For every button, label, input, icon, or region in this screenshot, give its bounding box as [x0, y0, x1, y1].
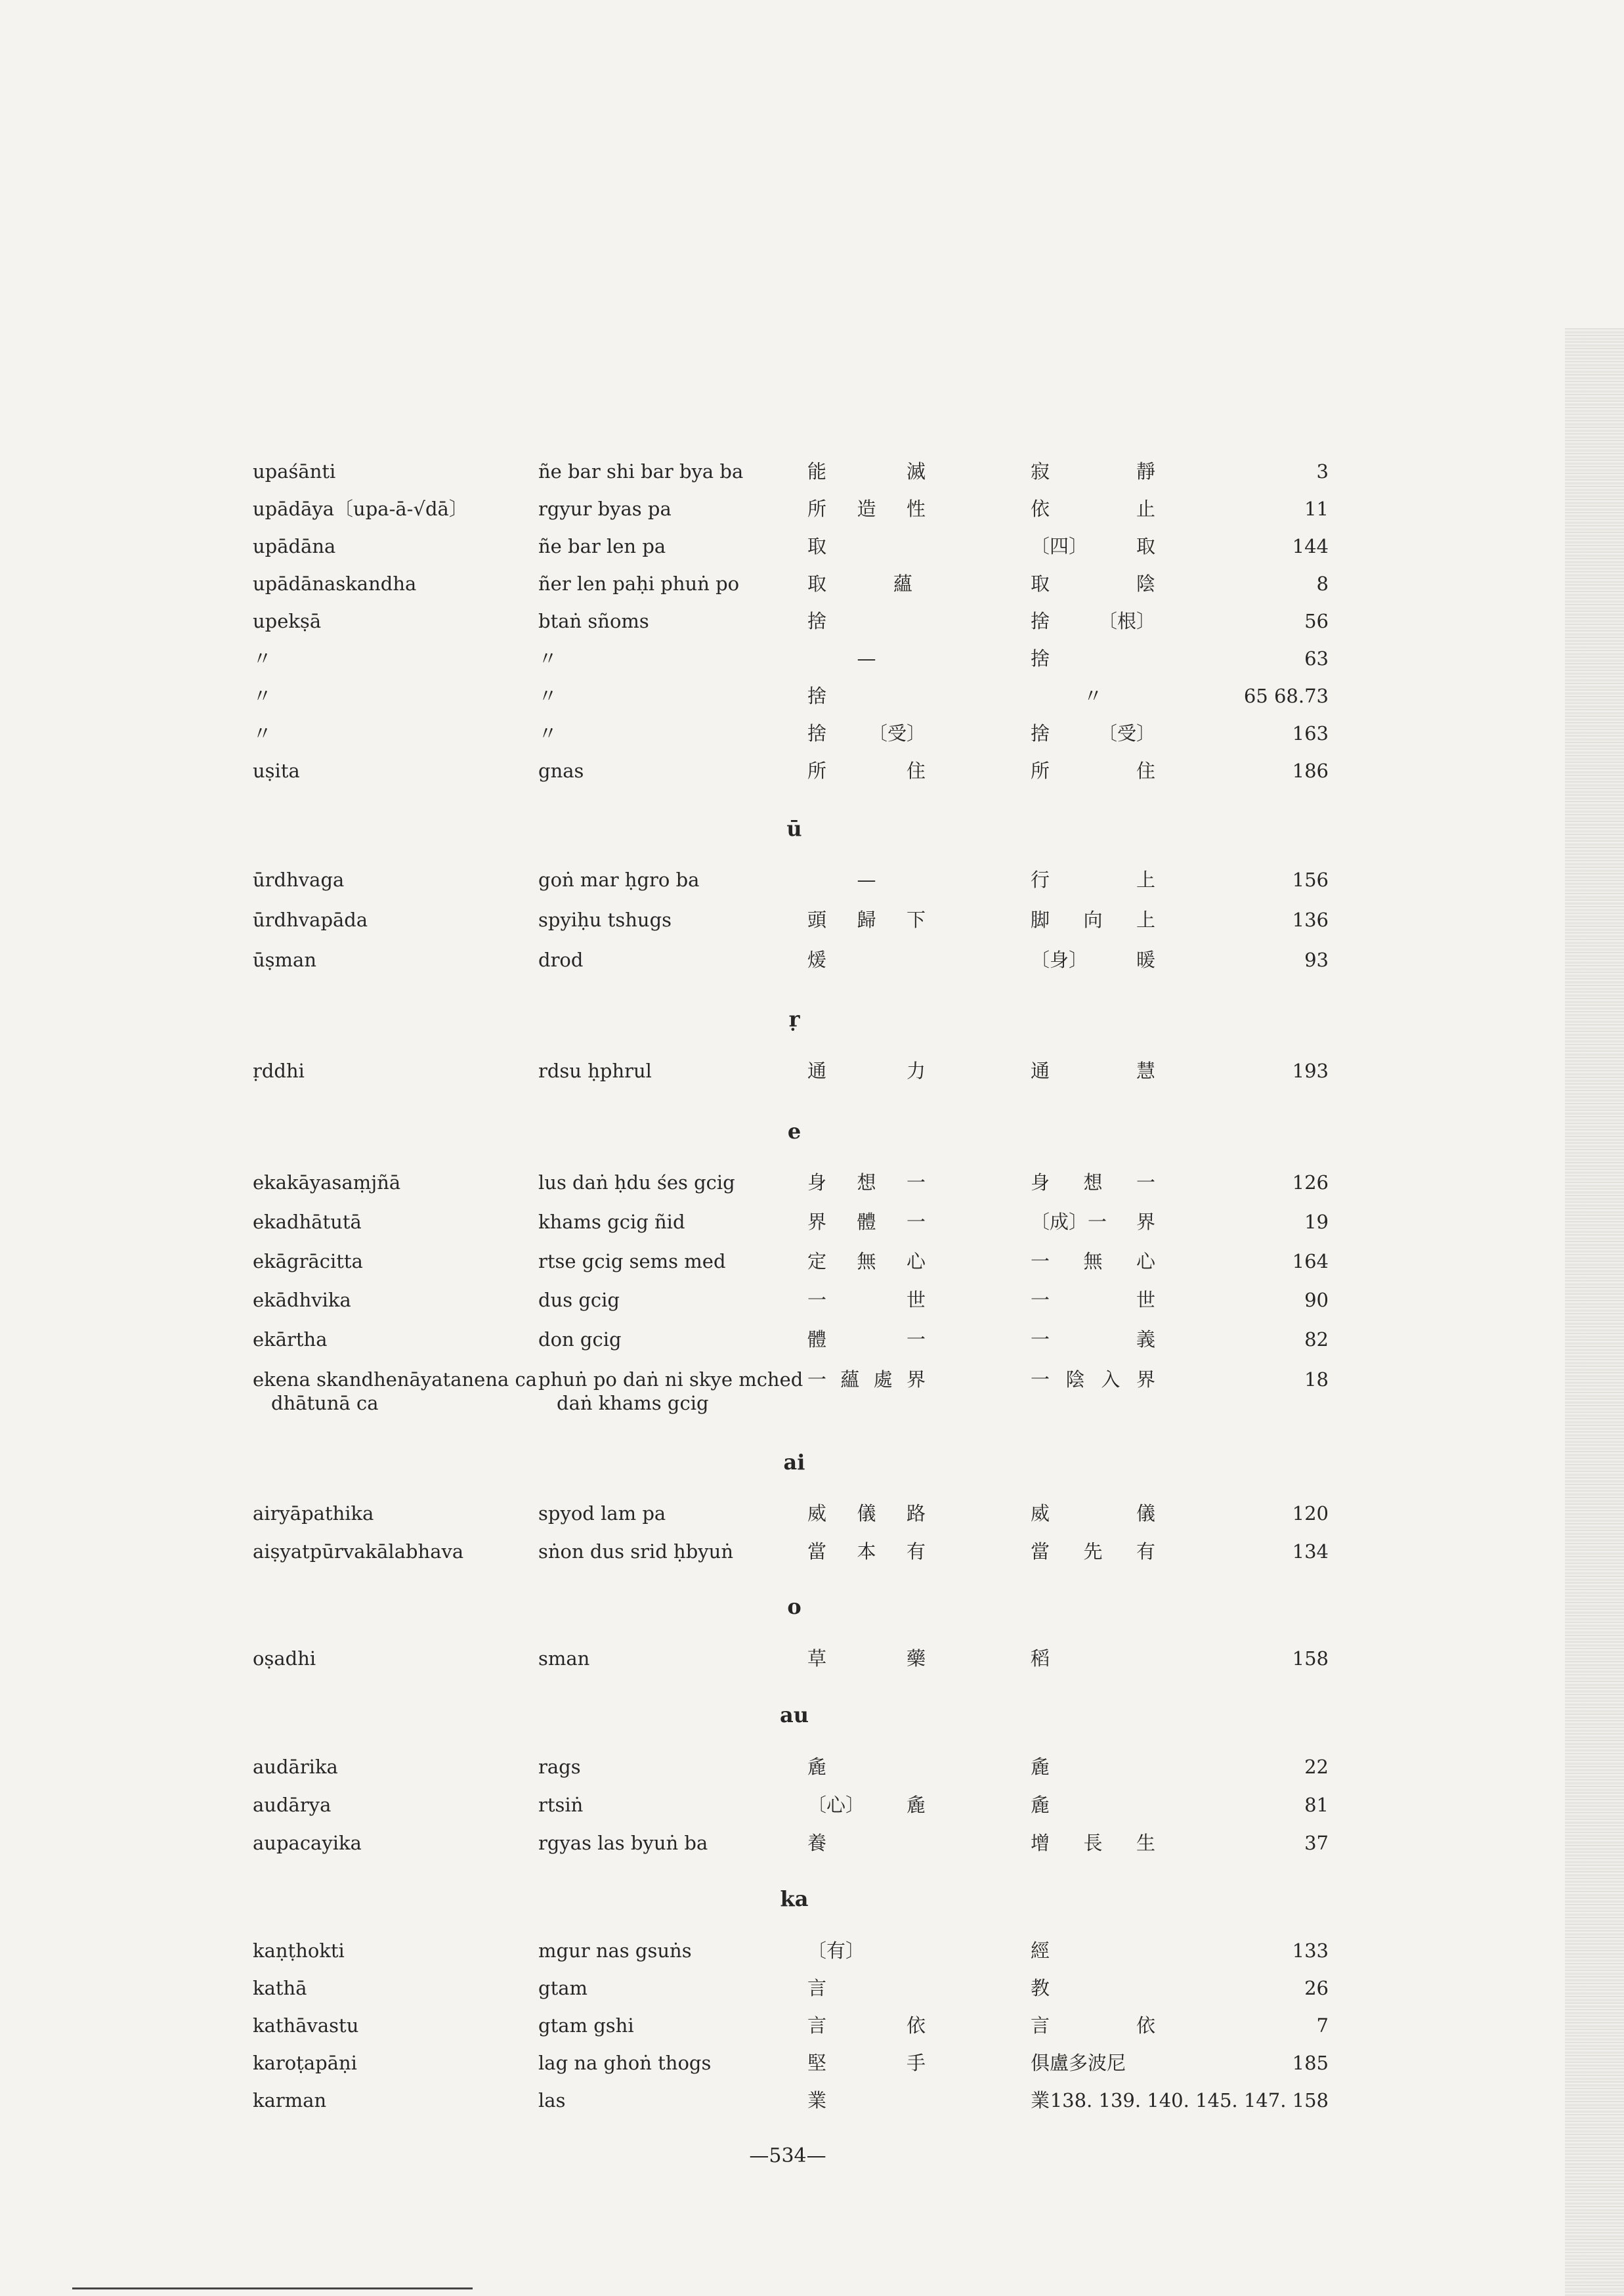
sanskrit-term: ṛddhi — [253, 1060, 305, 1082]
page-reference: 22 — [1304, 1756, 1329, 1778]
page-reference: 82 — [1304, 1328, 1329, 1351]
entry-row — [0, 1288, 1624, 1325]
chinese-term-a: 言 依 — [807, 2014, 926, 2037]
sanskrit-term: ūrdhvaga — [253, 869, 345, 891]
chinese-term-b: 依 止 — [1031, 498, 1155, 520]
page-reference: 120 — [1292, 1502, 1329, 1525]
page-reference: 90 — [1304, 1289, 1329, 1311]
entry-row — [0, 1210, 1624, 1247]
tibetan-term: spyiḥu tshugs — [538, 909, 672, 931]
section-heading: au — [780, 1702, 809, 1727]
page-reference: 63 — [1304, 647, 1329, 670]
sanskrit-term-continued: dhātunā ca — [271, 1392, 379, 1414]
bottom-rule — [72, 2287, 473, 2289]
dash-mark: — — [857, 869, 876, 891]
chinese-term-a: 取 蘊 — [807, 573, 912, 595]
tibetan-term: gtam gshi — [538, 2014, 634, 2037]
entry-row — [0, 1647, 1624, 1683]
tibetan-term: phuṅ po daṅ ni skye mched — [538, 1368, 803, 1391]
page-reference: 19 — [1304, 1211, 1329, 1233]
tibetan-term: spyod lam pa — [538, 1502, 666, 1525]
chinese-term-a: 所 造 性 — [807, 498, 926, 520]
chinese-term-b: 捨 — [1031, 647, 1050, 670]
page-reference: 185 — [1292, 2052, 1329, 2074]
page-reference: 163 — [1292, 722, 1329, 745]
chinese-term-a: 一 世 — [807, 1289, 926, 1311]
sanskrit-term: upādānaskandha — [253, 573, 417, 595]
tibetan-term-continued: daṅ khams gcig — [557, 1392, 709, 1414]
tibetan-term: sṅon dus srid ḥbyuṅ — [538, 1540, 734, 1563]
chinese-term-a: 業 — [807, 2089, 827, 2112]
entry-row — [0, 572, 1624, 609]
entry-row — [0, 684, 1624, 721]
page-reference: 186 — [1292, 760, 1329, 782]
sanskrit-term: karman — [253, 2089, 327, 2112]
sanskrit-term: upādāna — [253, 535, 336, 557]
tibetan-term: rtse gcig sems med — [538, 1250, 726, 1272]
entry-row — [0, 1540, 1624, 1576]
tibetan-term: ñer len paḥi phuṅ po — [538, 573, 740, 595]
page-reference: 7 — [1316, 2014, 1329, 2037]
section-heading: ka — [780, 1886, 809, 1911]
chinese-term-a: 〔有〕 — [807, 1939, 865, 1962]
sanskrit-term: ekena skandhenāyatanena ca — [253, 1368, 538, 1391]
tibetan-term: ñe bar shi bar bya ba — [538, 460, 744, 483]
chinese-term-b: 所 住 — [1031, 760, 1155, 782]
chinese-term-a: 能 滅 — [807, 460, 926, 483]
chinese-term-b: 〔身〕 暖 — [1031, 949, 1155, 971]
tibetan-term: khams gcig ñid — [538, 1211, 685, 1233]
chinese-term-b: 取 陰 — [1031, 573, 1155, 595]
sanskrit-term: ekadhātutā — [253, 1211, 362, 1233]
page-reference: 93 — [1304, 949, 1329, 971]
section-heading: ai — [783, 1450, 805, 1475]
chinese-term-b: 威 儀 — [1031, 1502, 1155, 1525]
entry-row — [0, 1793, 1624, 1830]
chinese-term-a: 麁 — [807, 1756, 827, 1778]
chinese-term-b: 捨 〔受〕 — [1031, 722, 1155, 745]
chinese-term-a: 定 無 心 — [807, 1250, 926, 1272]
chinese-term-b: 寂 靜 — [1031, 460, 1155, 483]
page-reference: 136 — [1292, 909, 1329, 931]
sanskrit-term: 〃 — [253, 722, 272, 745]
chinese-term-b: 〔四〕 取 — [1031, 535, 1155, 557]
chinese-term-b: 當 先 有 — [1031, 1540, 1155, 1563]
tibetan-term: dus gcig — [538, 1289, 620, 1311]
section-heading: ṛ — [788, 1007, 800, 1031]
sanskrit-term: ekāgrācitta — [253, 1250, 363, 1272]
sanskrit-term: upekṣā — [253, 610, 322, 632]
page-number: —534— — [749, 2144, 826, 2167]
tibetan-term: btaṅ sñoms — [538, 610, 649, 632]
page-reference: 37 — [1304, 1832, 1329, 1854]
page-reference: 138. 139. 140. 145. 147. 158 — [1050, 2089, 1329, 2112]
page-reference: 144 — [1292, 535, 1329, 557]
chinese-term-b: 一 世 — [1031, 1289, 1155, 1311]
entry-row — [0, 2014, 1624, 2050]
page-reference: 65 68.73 — [1243, 685, 1329, 707]
chinese-term-a: 體 一 — [807, 1328, 926, 1351]
chinese-term-b: 稻 — [1031, 1647, 1050, 1670]
chinese-term-a: 身 想 一 — [807, 1171, 926, 1194]
chinese-term-b: 經 — [1031, 1939, 1050, 1962]
page-reference: 81 — [1304, 1794, 1329, 1816]
tibetan-term: drod — [538, 949, 584, 971]
page-reference: 8 — [1316, 573, 1329, 595]
chinese-term-a: 所 住 — [807, 760, 926, 782]
entry-row — [0, 908, 1624, 945]
chinese-term-b: 麁 — [1031, 1794, 1050, 1816]
tibetan-term: rtsiṅ — [538, 1794, 584, 1816]
sanskrit-term: aiṣyatpūrvakālabhava — [253, 1540, 464, 1563]
page-reference: 133 — [1292, 1939, 1329, 1962]
chinese-term-a: 草 藥 — [807, 1647, 926, 1670]
entry-row — [0, 1249, 1624, 1286]
chinese-term-a: 煖 — [807, 949, 827, 971]
chinese-term-b: 〔成〕一 界 — [1031, 1211, 1155, 1233]
entry-row — [0, 497, 1624, 534]
chinese-term-b: 業 — [1031, 2089, 1050, 2112]
chinese-term-a: 通 力 — [807, 1060, 926, 1082]
page-reference: 56 — [1304, 610, 1329, 632]
entry-row — [0, 1831, 1624, 1868]
tibetan-term: rdsu ḥphrul — [538, 1060, 652, 1082]
tibetan-term: lus daṅ ḥdu śes gcig — [538, 1171, 735, 1194]
page-reference: 3 — [1316, 460, 1329, 483]
chinese-term-b: 捨 〔根〕 — [1031, 610, 1155, 632]
sanskrit-term: ūrdhvapāda — [253, 909, 368, 931]
entry-row — [0, 534, 1624, 571]
entry-row — [0, 1059, 1624, 1096]
chinese-term-a: 捨 — [807, 610, 827, 632]
chinese-term-b: 〃 — [1083, 685, 1103, 707]
chinese-term-a: 取 — [807, 535, 827, 557]
chinese-term-a: 捨 — [807, 685, 827, 707]
tibetan-term: gnas — [538, 760, 584, 782]
entry-row — [0, 722, 1624, 758]
section-heading: ū — [786, 816, 802, 841]
sanskrit-term: audārika — [253, 1756, 338, 1778]
chinese-term-a: 一 蘊 處 界 — [807, 1368, 926, 1391]
tibetan-term: rgyas las byuṅ ba — [538, 1832, 708, 1854]
sanskrit-term: ekādhvika — [253, 1289, 351, 1311]
page-reference: 11 — [1304, 498, 1329, 520]
sanskrit-term: karoṭapāṇi — [253, 2052, 357, 2074]
tibetan-term: sman — [538, 1647, 590, 1670]
tibetan-term: rgyur byas pa — [538, 498, 672, 520]
chinese-term-b: 麁 — [1031, 1756, 1050, 1778]
chinese-term-b: 身 想 一 — [1031, 1171, 1155, 1194]
sanskrit-term: ekakāyasaṃjñā — [253, 1171, 401, 1194]
entry-row — [0, 609, 1624, 646]
tibetan-term: don gcig — [538, 1328, 622, 1351]
page-reference: 158 — [1292, 1647, 1329, 1670]
sanskrit-term: 〃 — [253, 685, 272, 707]
dash-mark: — — [857, 647, 876, 670]
page-reference: 156 — [1292, 869, 1329, 891]
chinese-term-a: 威 儀 路 — [807, 1502, 926, 1525]
entry-row — [0, 2089, 1624, 2125]
chinese-term-a — [807, 868, 926, 892]
tibetan-term: 〃 — [538, 722, 558, 745]
chinese-term-a: 〔心〕 麁 — [807, 1794, 926, 1816]
chinese-term-b: 俱盧多波尼 — [1031, 2052, 1126, 2074]
chinese-term-a: 堅 手 — [807, 2052, 926, 2074]
entry-row — [0, 948, 1624, 985]
entry-row — [0, 1368, 1624, 1420]
sanskrit-term: audārya — [253, 1794, 331, 1816]
tibetan-term: gtam — [538, 1977, 588, 1999]
sanskrit-term: upādāya〔upa-ā-√dā〕 — [253, 498, 468, 520]
entry-row — [0, 1502, 1624, 1538]
chinese-term-b: 增 長 生 — [1031, 1832, 1155, 1854]
sanskrit-term: kaṇṭhokti — [253, 1939, 345, 1962]
sanskrit-term: aupacayika — [253, 1832, 362, 1854]
tibetan-term: mgur nas gsuṅs — [538, 1939, 692, 1962]
entry-row — [0, 759, 1624, 796]
tibetan-term: ñe bar len pa — [538, 535, 666, 557]
tibetan-term: 〃 — [538, 685, 558, 707]
chinese-term-b: 一 無 心 — [1031, 1250, 1155, 1272]
entry-row — [0, 647, 1624, 683]
section-heading: e — [787, 1119, 801, 1144]
entry-row — [0, 2051, 1624, 2088]
tibetan-term: goṅ mar ḥgro ba — [538, 869, 700, 891]
page-reference: 134 — [1292, 1540, 1329, 1563]
chinese-term-a: 養 — [807, 1832, 827, 1854]
entry-row — [0, 1328, 1624, 1364]
sanskrit-term: kathā — [253, 1977, 307, 1999]
chinese-term-b: 行 上 — [1031, 869, 1155, 891]
chinese-term-a — [807, 647, 926, 670]
tibetan-term: rags — [538, 1756, 581, 1778]
section-heading: o — [787, 1594, 801, 1619]
chinese-term-b: 脚 向 上 — [1031, 909, 1155, 931]
chinese-term-b: 一 陰 入 界 — [1031, 1368, 1155, 1391]
sanskrit-term: uṣita — [253, 760, 300, 782]
chinese-term-a: 頭 歸 下 — [807, 909, 926, 931]
sanskrit-term: airyāpathika — [253, 1502, 374, 1525]
chinese-term-b: 教 — [1031, 1977, 1050, 1999]
page-reference: 18 — [1304, 1368, 1329, 1391]
tibetan-term: las — [538, 2089, 566, 2112]
chinese-term-a: 界 體 一 — [807, 1211, 926, 1233]
entry-row — [0, 460, 1624, 496]
page-reference: 126 — [1292, 1171, 1329, 1194]
page-reference: 164 — [1292, 1250, 1329, 1272]
entry-row — [0, 1976, 1624, 2013]
chinese-term-a: 當 本 有 — [807, 1540, 926, 1563]
sanskrit-term: kathāvastu — [253, 2014, 359, 2037]
sanskrit-term: ekārtha — [253, 1328, 328, 1351]
entry-row — [0, 1755, 1624, 1792]
entry-row — [0, 1939, 1624, 1976]
tibetan-term: lag na ghoṅ thogs — [538, 2052, 712, 2074]
sanskrit-term: upaśānti — [253, 460, 336, 483]
page-reference: 193 — [1292, 1060, 1329, 1082]
chinese-term-b: 通 慧 — [1031, 1060, 1155, 1082]
tibetan-term: 〃 — [538, 647, 558, 670]
chinese-term-b: 言 依 — [1031, 2014, 1155, 2037]
sanskrit-term: oṣadhi — [253, 1647, 316, 1670]
entry-row — [0, 868, 1624, 905]
sanskrit-term: 〃 — [253, 647, 272, 670]
entry-row — [0, 1171, 1624, 1207]
chinese-term-a: 言 — [807, 1977, 827, 1999]
chinese-term-b: 一 義 — [1031, 1328, 1155, 1351]
page-reference: 26 — [1304, 1977, 1329, 1999]
sanskrit-term: ūṣman — [253, 949, 317, 971]
chinese-term-a: 捨 〔受〕 — [807, 722, 926, 745]
